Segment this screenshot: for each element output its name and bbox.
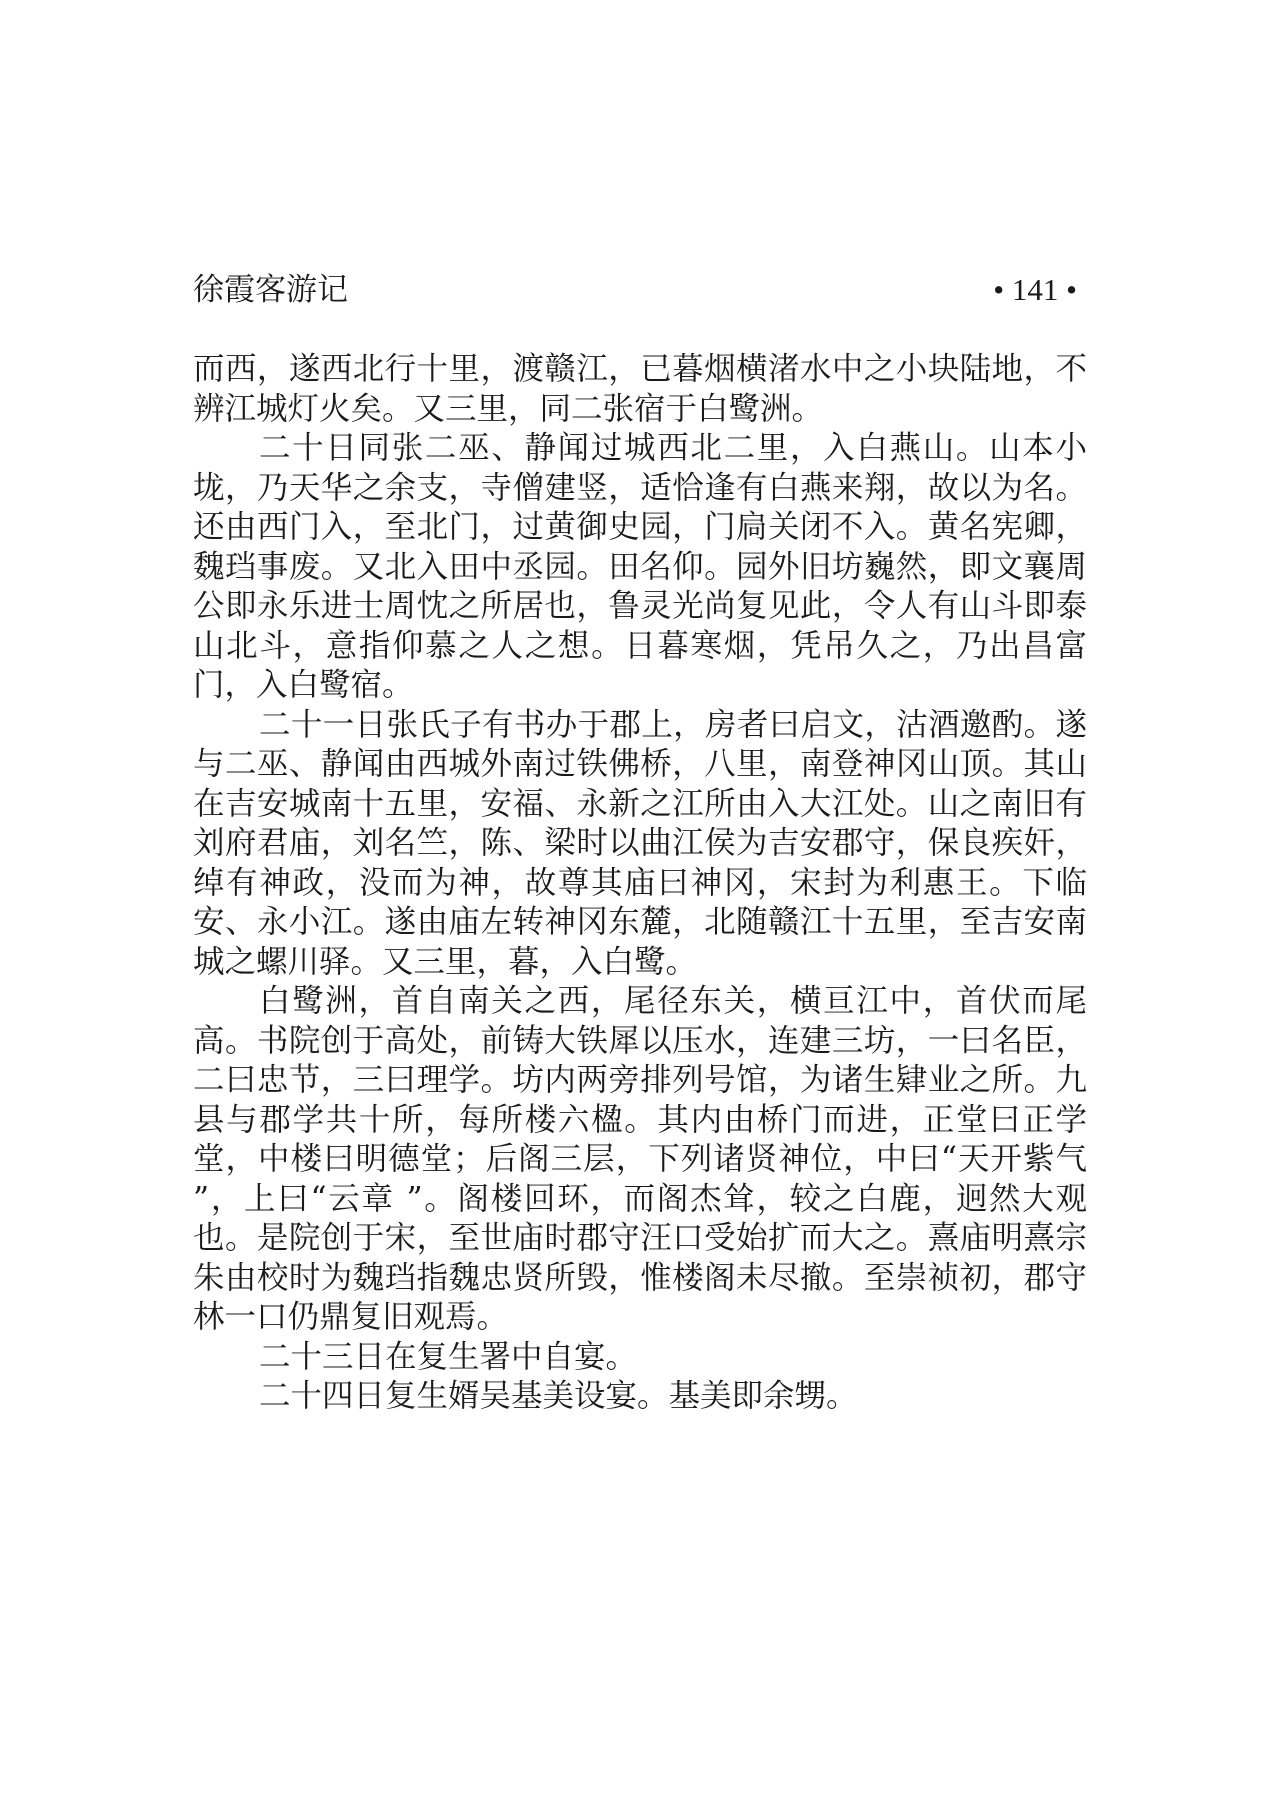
body-text: [193, 350, 1087, 1417]
running-head: [193, 268, 1077, 312]
paragraph-continuation: 而西，遂西北行十里，渡赣江，已暮烟横渚水中之小块陆地，不辨江城灯火矣。又三里，同二张宿于白鹭洲。: [193, 351, 1087, 427]
book-title: 徐霞客游记: [193, 272, 348, 308]
page-number: • 141 •: [993, 272, 1077, 307]
paragraph-day-21: 二十一日张氏子有书办于郡上，房者曰启文，沽酒邀酌。遂与二巫、静闻由西城外南过铁佛桥，八里，南登神冈山顶。其山在吉安城南十五里，安福、永新之江所由入大江处。山之南旧有刘府君庙，刘名竺，陈、梁时以曲江侯为吉安郡守，保良疾奸，绰有神政，没而为神，故尊其庙曰神冈，宋封为利惠王。下临安、永小江。遂由庙左转神冈东麓，北随赣江十五里，至吉安南城之螺川驿。又三里，暮，入白鹭。: [193, 706, 1087, 980]
paragraph-bailu-island: 白鹭洲，首自南关之西，尾径东关，横亘江中，首伏而尾高。书院创于高处，前铸大铁犀以压水，连建三坊，一曰名臣，二曰忠节，三曰理学。坊内两旁排列号馆，为诸生肄业之所。九县与郡学共十所，每所楼六楹。其内由桥门而进，正堂曰正学堂，中楼曰明德堂；后阁三层，下列诸贤神位，中曰“天开紫气 ”，上曰“云章 ”。阁楼回环，而阁杰耸，较之白鹿，迥然大观也。是院创于宋，至世庙时郡守汪口受始扩而大之。熹庙明熹宗朱由校时为魏珰指魏忠贤所毁，惟楼阁未尽撤。至崇祯初，郡守林一口仍鼎复旧观焉。: [193, 983, 1087, 1335]
paragraph-day-24: 二十四日复生婿吴基美设宴。基美即余甥。: [259, 1378, 858, 1414]
paragraph-day-23: 二十三日在复生署中自宴。: [259, 1338, 638, 1375]
paragraph-day-20: 二十日同张二巫、静闻过城西北二里，入白燕山。山本小垅，乃天华之余支，寺僧建竖，适恰逢有白燕来翔，故以为名。还由西门入，至北门，过黄御史园，门扃关闭不入。黄名宪卿，魏珰事废。又北入田中丞园。田名仰。园外旧坊巍然，即文襄周公即永乐进士周忱之所居也，鲁灵光尚复见此，令人有山斗即泰山北斗，意指仰慕之人之想。日暮寒烟，凭吊久之，乃出昌富门，入白鹭宿。: [193, 430, 1087, 703]
